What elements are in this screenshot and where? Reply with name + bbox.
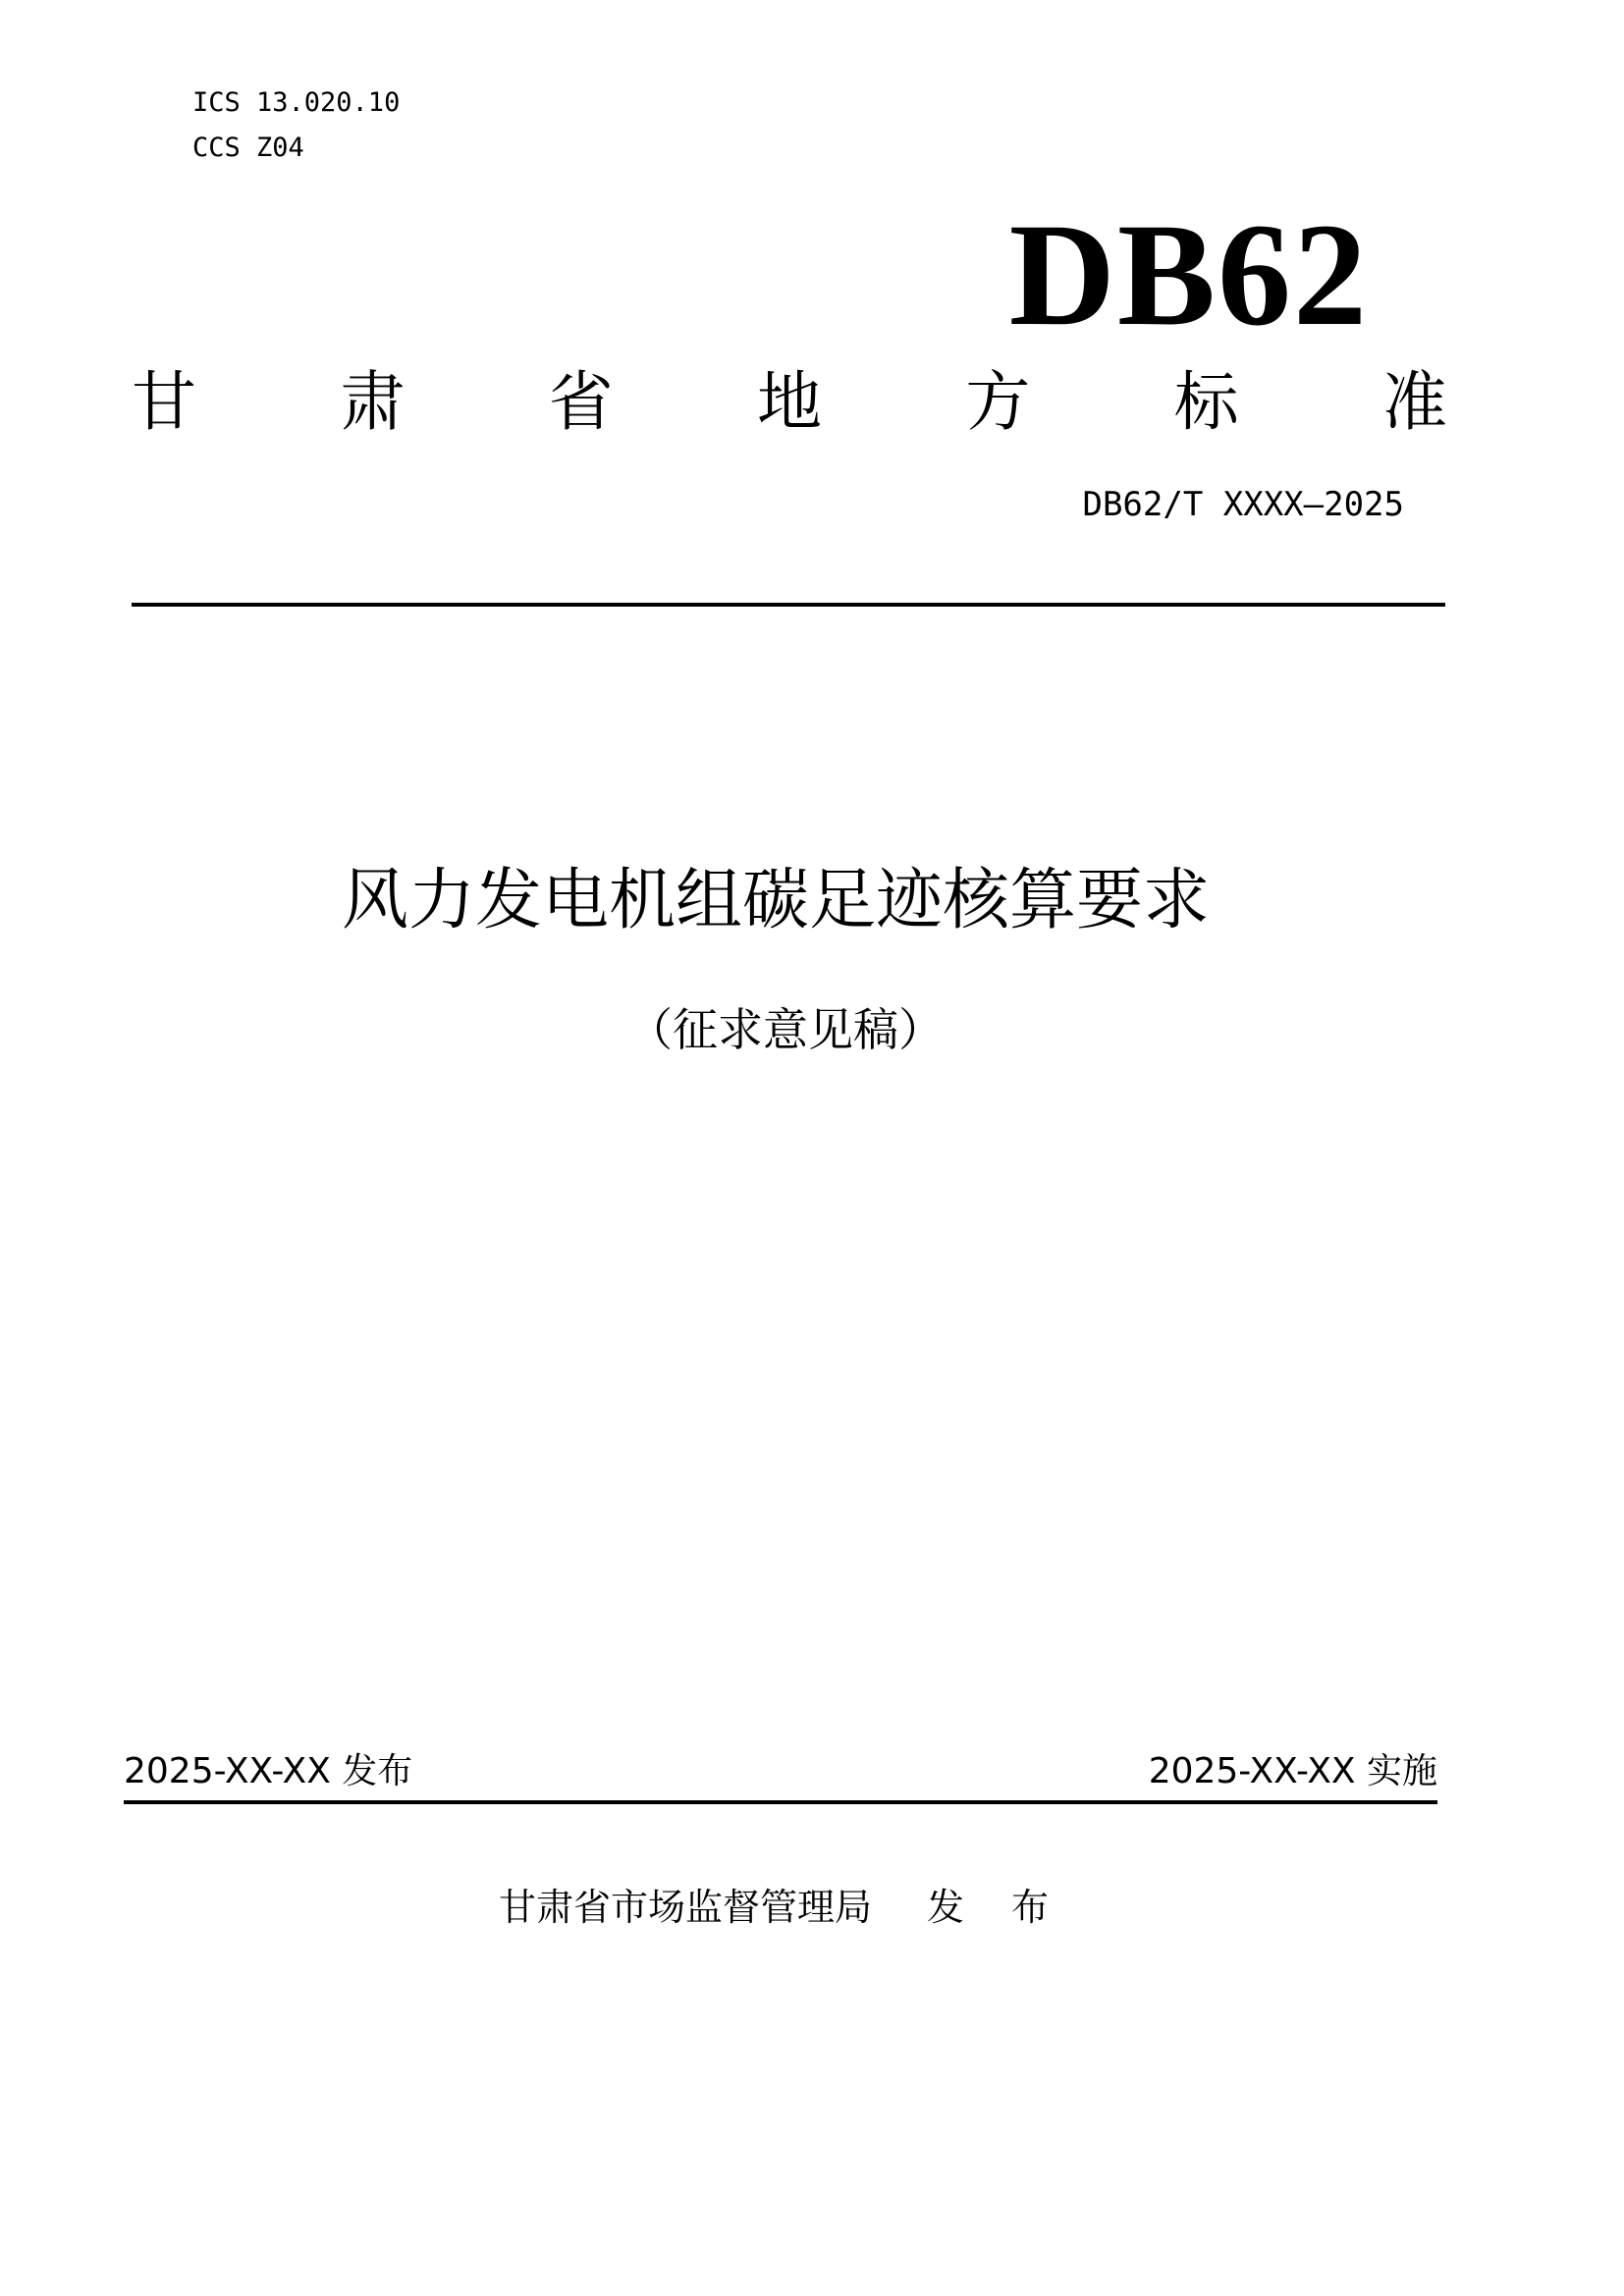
standard-type-char: 肃 <box>340 364 406 440</box>
document-number: DB62/T XXXX—2025 <box>1082 485 1404 524</box>
issuer-line <box>0 1883 1565 1932</box>
bottom-divider <box>124 1800 1437 1804</box>
standard-type-char: 方 <box>965 364 1031 440</box>
ccs-code: CCS Z04 <box>192 133 304 163</box>
document-subtitle: （征求意见稿） <box>627 1003 944 1056</box>
effective-date: 2025-XX-XX 实施 <box>1148 1751 1437 1791</box>
standard-type-char: 标 <box>1173 364 1239 440</box>
standard-code-logo: DB62 <box>1008 193 1369 356</box>
classification-codes <box>192 80 400 171</box>
standard-type-char: 省 <box>548 364 614 440</box>
ics-code: ICS 13.020.10 <box>192 87 401 118</box>
standard-type-char: 准 <box>1381 364 1447 440</box>
publish-date: 2025-XX-XX 发布 <box>124 1751 413 1791</box>
top-divider <box>132 603 1445 607</box>
issue-word: 发 布 <box>926 1886 1067 1929</box>
issuer-name: 甘肃省市场监督管理局 <box>498 1886 872 1929</box>
standard-type-heading <box>132 363 1447 442</box>
standard-type-char: 甘 <box>132 364 196 440</box>
document-title: 风力发电机组碳足迹核算要求 <box>341 862 1210 939</box>
standard-type-char: 地 <box>756 364 822 440</box>
